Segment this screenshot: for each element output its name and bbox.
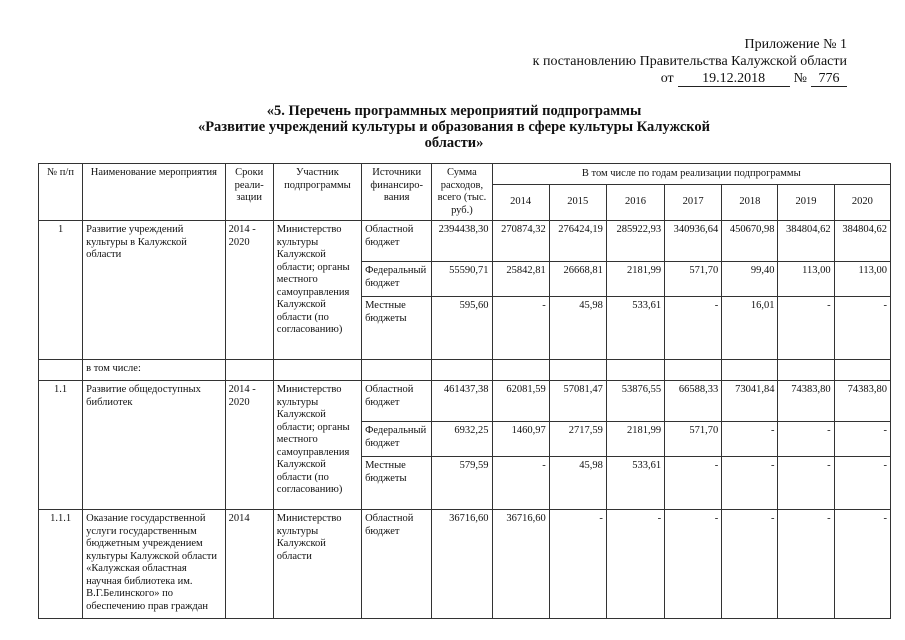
- number-label: №: [793, 71, 807, 86]
- row-number: 1.1: [39, 381, 83, 510]
- year-amount-2018: -: [722, 422, 778, 457]
- table-row: [39, 381, 891, 422]
- year-amount-2017: 340936,64: [665, 221, 722, 262]
- activity-participant: Министерство культуры Калужской области: [273, 510, 361, 619]
- year-amount-2018: -: [722, 457, 778, 510]
- header-name: Наименование мероприятия: [83, 164, 225, 221]
- header-year-4: 2018: [722, 185, 778, 221]
- year-amount-2014: 1460,97: [492, 422, 549, 457]
- title-line-3: области»: [424, 135, 484, 151]
- total-amount: 6932,25: [432, 422, 492, 457]
- activity-participant: Министерство культуры Калужской области; органы местного самоуправления Калужской области (по согласованию): [273, 221, 361, 360]
- subheading: в том числе:: [83, 360, 225, 381]
- empty-cell: [665, 360, 722, 381]
- header-year-0: 2014: [492, 185, 549, 221]
- year-amount-2017: 571,70: [665, 422, 722, 457]
- from-label: от: [660, 71, 674, 86]
- year-amount-2014: -: [492, 457, 549, 510]
- funding-source: Областной бюджет: [362, 381, 432, 422]
- year-amount-2014: 36716,60: [492, 510, 549, 619]
- year-amount-2018: 16,01: [722, 297, 778, 360]
- appendix-header: [533, 36, 847, 87]
- year-amount-2015: -: [549, 510, 606, 619]
- decree-number: 776: [811, 71, 847, 87]
- decree-date: 19.12.2018: [678, 71, 790, 87]
- title-line-1: «5. Перечень программных мероприятий подпрограммы: [266, 103, 642, 119]
- year-amount-2015: 26668,81: [549, 262, 606, 297]
- funding-source: Областной бюджет: [362, 510, 432, 619]
- empty-cell: [606, 360, 664, 381]
- year-amount-2015: 276424,19: [549, 221, 606, 262]
- year-amount-2017: -: [665, 297, 722, 360]
- empty-cell: [492, 360, 549, 381]
- year-amount-2016: 2181,99: [606, 262, 664, 297]
- header-num: № п/п: [39, 164, 83, 221]
- year-amount-2018: 73041,84: [722, 381, 778, 422]
- year-amount-2019: -: [778, 510, 834, 619]
- year-amount-2020: -: [834, 422, 890, 457]
- year-amount-2020: -: [834, 457, 890, 510]
- empty-cell: [432, 360, 492, 381]
- year-amount-2018: 450670,98: [722, 221, 778, 262]
- header-total: Сумма расходов, всего (тыс. руб.): [432, 164, 492, 221]
- header-participant: Участник подпрограммы: [273, 164, 361, 221]
- year-amount-2020: 74383,80: [834, 381, 890, 422]
- subheading-row: [39, 360, 891, 381]
- year-amount-2015: 2717,59: [549, 422, 606, 457]
- year-amount-2015: 45,98: [549, 297, 606, 360]
- appendix-line-1: Приложение № 1: [744, 37, 847, 52]
- header-sources: Источники финансиро-вания: [362, 164, 432, 221]
- year-amount-2018: -: [722, 510, 778, 619]
- empty-cell: [362, 360, 432, 381]
- total-amount: 579,59: [432, 457, 492, 510]
- activity-terms: 2014 - 2020: [225, 221, 273, 360]
- year-amount-2017: 66588,33: [665, 381, 722, 422]
- empty-cell: [834, 360, 890, 381]
- total-amount: 36716,60: [432, 510, 492, 619]
- header-year-3: 2017: [665, 185, 722, 221]
- year-amount-2019: -: [778, 457, 834, 510]
- year-amount-2017: 571,70: [665, 262, 722, 297]
- year-amount-2014: 62081,59: [492, 381, 549, 422]
- activity-terms: 2014 - 2020: [225, 381, 273, 510]
- year-amount-2019: -: [778, 422, 834, 457]
- funding-source: Местные бюджеты: [362, 297, 432, 360]
- funding-source: Федеральный бюджет: [362, 422, 432, 457]
- year-amount-2020: 113,00: [834, 262, 890, 297]
- empty-cell: [778, 360, 834, 381]
- year-amount-2020: -: [834, 510, 890, 619]
- year-amount-2014: 270874,32: [492, 221, 549, 262]
- empty-cell: [273, 360, 361, 381]
- year-amount-2019: 74383,80: [778, 381, 834, 422]
- table-row: [39, 221, 891, 262]
- activity-name: Оказание государственной услуги государственным бюджетным учреждением культуры Калужской области «Калужская областная научная библиотека им. В.Г.Белинского» по обеспечению прав граждан: [83, 510, 225, 619]
- year-amount-2016: 53876,55: [606, 381, 664, 422]
- year-amount-2016: 533,61: [606, 457, 664, 510]
- appendix-line-3: [661, 70, 847, 87]
- row-number: 1: [39, 221, 83, 360]
- row-number: 1.1.1: [39, 510, 83, 619]
- total-amount: 461437,38: [432, 381, 492, 422]
- year-amount-2016: 2181,99: [606, 422, 664, 457]
- header-year-6: 2020: [834, 185, 890, 221]
- empty-cell: [225, 360, 273, 381]
- empty-cell: [39, 360, 83, 381]
- appendix-line-2: к постановлению Правительства Калужской области: [532, 54, 847, 69]
- year-amount-2017: -: [665, 510, 722, 619]
- table-row: [39, 510, 891, 619]
- empty-cell: [549, 360, 606, 381]
- year-amount-2019: 113,00: [778, 262, 834, 297]
- funding-source: Местные бюджеты: [362, 457, 432, 510]
- activity-name: Развитие общедоступных библиотек: [83, 381, 225, 510]
- total-amount: 55590,71: [432, 262, 492, 297]
- year-amount-2014: 25842,81: [492, 262, 549, 297]
- year-amount-2016: -: [606, 510, 664, 619]
- activity-name: Развитие учреждений культуры в Калужской области: [83, 221, 225, 360]
- year-amount-2020: -: [834, 297, 890, 360]
- year-amount-2017: -: [665, 457, 722, 510]
- year-amount-2015: 45,98: [549, 457, 606, 510]
- year-amount-2019: 384804,62: [778, 221, 834, 262]
- year-amount-2014: -: [492, 297, 549, 360]
- funding-source: Федеральный бюджет: [362, 262, 432, 297]
- header-year-2: 2016: [606, 185, 664, 221]
- header-year-1: 2015: [549, 185, 606, 221]
- year-amount-2016: 285922,93: [606, 221, 664, 262]
- funding-source: Областной бюджет: [362, 221, 432, 262]
- total-amount: 2394438,30: [432, 221, 492, 262]
- activity-terms: 2014: [225, 510, 273, 619]
- title-line-2: «Развитие учреждений культуры и образования в сфере культуры Калужской: [197, 119, 711, 135]
- header-terms: Сроки реали-зации: [225, 164, 273, 221]
- activity-participant: Министерство культуры Калужской области; органы местного самоуправления Калужской области (по согласованию): [273, 381, 361, 510]
- table-body: [39, 221, 891, 619]
- header-year-5: 2019: [778, 185, 834, 221]
- empty-cell: [722, 360, 778, 381]
- year-amount-2019: -: [778, 297, 834, 360]
- year-amount-2016: 533,61: [606, 297, 664, 360]
- header-row-1: [39, 164, 891, 185]
- document-title: [180, 103, 728, 151]
- year-amount-2015: 57081,47: [549, 381, 606, 422]
- total-amount: 595,60: [432, 297, 492, 360]
- activities-table: [38, 163, 891, 619]
- year-amount-2020: 384804,62: [834, 221, 890, 262]
- year-amount-2018: 99,40: [722, 262, 778, 297]
- header-by-year: В том числе по годам реализации подпрограммы: [492, 164, 890, 185]
